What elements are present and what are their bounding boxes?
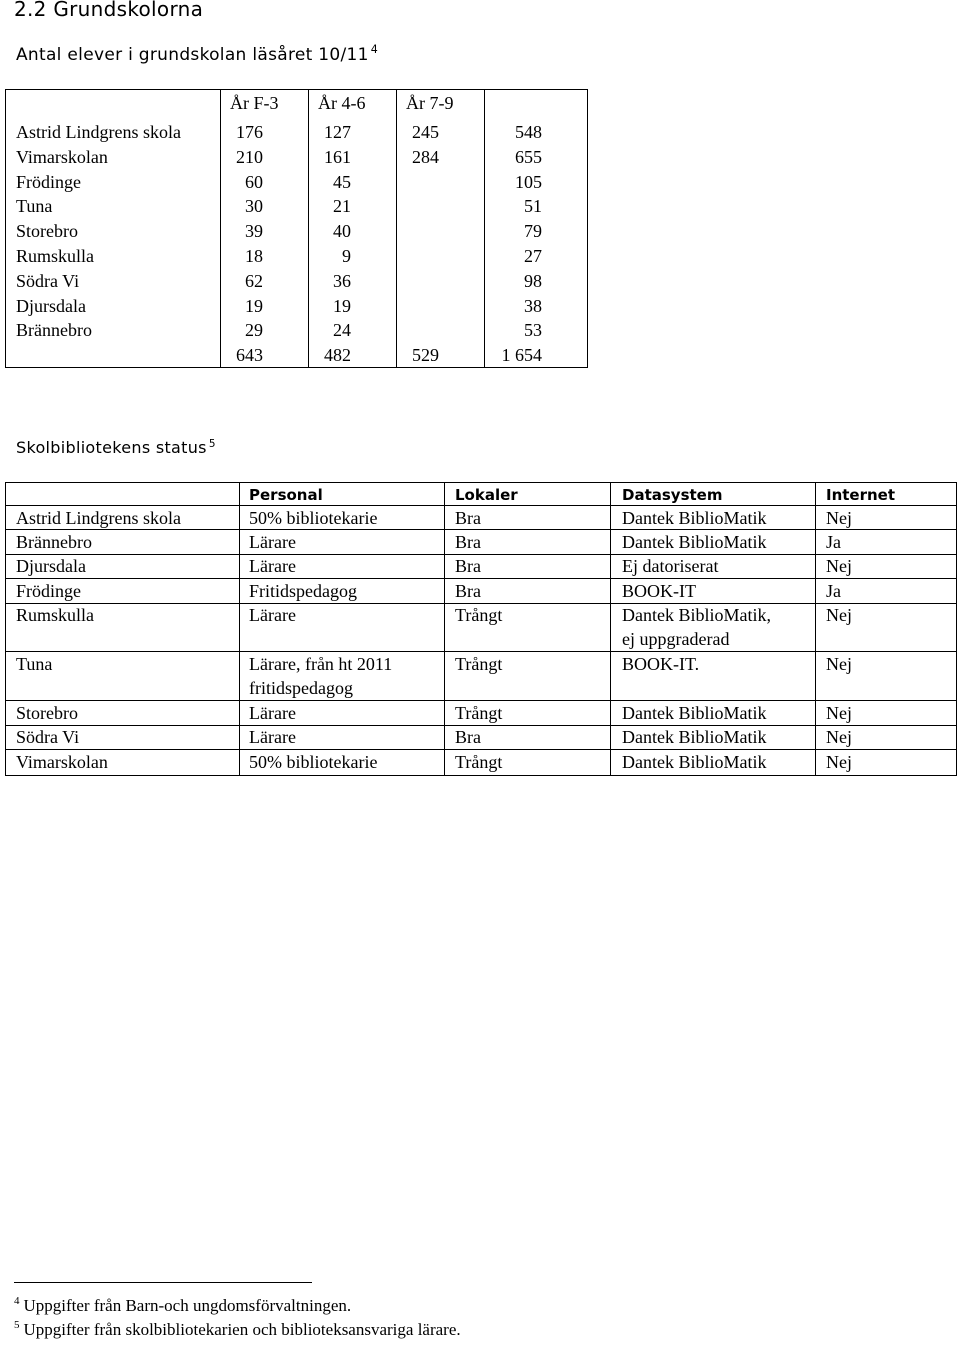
school-name: Södra Vi: [16, 270, 80, 291]
table1-cell-total: 105: [515, 171, 542, 192]
table1-cell-y46: 161: [324, 146, 351, 167]
school-name: Tuna: [16, 653, 53, 674]
table2-cell-personal: [249, 701, 296, 725]
table2-cell-personal: [249, 725, 296, 749]
school-name: Astrid Lindgrens skola: [16, 507, 181, 528]
table2-row: [6, 579, 956, 603]
table2-header-personal: Personal: [249, 486, 323, 504]
table1-caption-text: Antal elever i grundskolan läsåret 10/11: [16, 45, 369, 65]
datasystem-line: Dantek BiblioMatik: [622, 531, 767, 552]
table1-cell-total: 38: [524, 295, 542, 316]
school-name: Storebro: [16, 702, 78, 723]
table1-cell-f3: 18: [245, 246, 263, 266]
table1-row: [6, 318, 587, 343]
table1-cell-total: 51: [524, 196, 542, 217]
personal-line: 50% bibliotekarie: [249, 751, 378, 772]
school-name: Vimarskolan: [16, 751, 108, 772]
table2-cell-datasystem: [622, 652, 699, 676]
table1-cell-f3: 60: [245, 171, 263, 192]
table1-cell-total: 1 654: [501, 345, 542, 366]
table1-row: [6, 120, 587, 145]
table1-row: [6, 294, 587, 319]
school-name: Brännebro: [16, 531, 92, 552]
table2-cell-internet: Nej: [826, 702, 852, 723]
table2-cell-datasystem: [622, 554, 718, 578]
personal-line: Lärare, från ht 2011: [249, 653, 393, 674]
student-count-table: [5, 89, 588, 368]
table2-cell-lokaler: Trångt: [455, 653, 503, 674]
table1-header-cell: År 4-6: [318, 93, 366, 113]
school-name: Rumskulla: [16, 605, 95, 626]
footnote-ref-4: 4: [370, 43, 379, 57]
table2-cell-lokaler: Bra: [455, 580, 481, 601]
table2-cell-datasystem: [622, 725, 766, 749]
school-name: Vimarskolan: [16, 146, 108, 167]
table2-cell-lokaler: Bra: [455, 727, 481, 748]
table1-header-cell: År F-3: [230, 93, 279, 113]
table1-cell-y46: 9: [342, 246, 351, 266]
table1-cell-y46: 127: [324, 122, 351, 142]
table2-cell-datasystem: [622, 530, 766, 554]
table2-cell-datasystem: [622, 750, 766, 774]
school-name: Rumskulla: [16, 246, 95, 266]
school-name: Astrid Lindgrens skola: [16, 122, 181, 142]
table1-row: [6, 145, 587, 170]
table2-caption-text: Skolbibliotekens status: [16, 438, 207, 457]
datasystem-line: ej uppgraderad: [622, 629, 730, 650]
section-heading: 2.2 Grundskolorna: [14, 0, 204, 21]
footnote-4-marker: 4: [14, 1295, 20, 1307]
library-status-table: [5, 482, 957, 776]
personal-line: fritidspedagog: [249, 677, 353, 698]
table2-cell-internet: Nej: [826, 556, 852, 577]
table2-cell-internet: Nej: [826, 507, 852, 528]
personal-line: Lärare: [249, 531, 296, 552]
table1-cell-y79: 529: [412, 345, 439, 366]
table1-cell-y46: 36: [333, 270, 351, 291]
table2-header-datasystem: Datasystem: [622, 486, 723, 504]
table1-cell-total: 53: [524, 320, 542, 341]
table1-cell-y46: 24: [333, 320, 351, 341]
personal-line: 50% bibliotekarie: [249, 507, 378, 528]
datasystem-line: BOOK-IT.: [622, 653, 700, 674]
table1-cell-f3: 30: [245, 196, 263, 217]
personal-line: Fritidspedagog: [249, 580, 357, 601]
table2-cell-datasystem: [622, 603, 771, 651]
table2-header-lokaler: Lokaler: [455, 486, 518, 504]
table1-cell-y46: 45: [333, 171, 351, 192]
personal-line: Lärare: [249, 727, 296, 748]
school-name: Södra Vi: [16, 727, 80, 748]
table2-row: [6, 603, 956, 652]
school-name: Storebro: [16, 221, 78, 242]
table2-header-internet: Internet: [826, 486, 896, 504]
footnote-separator: [14, 1282, 312, 1283]
table1-cell-y46: 21: [333, 196, 351, 217]
table1-header-row: [6, 91, 587, 116]
datasystem-line: Dantek BiblioMatik: [622, 751, 767, 772]
footnote-ref-5: 5: [208, 437, 216, 450]
table1-row: [6, 269, 587, 294]
table2-row: [6, 701, 956, 725]
table1-caption: [16, 45, 378, 65]
table2-cell-datasystem: [622, 506, 766, 530]
datasystem-line: Dantek BiblioMatik: [622, 727, 767, 748]
table2-cell-personal: [249, 554, 296, 578]
table2-cell-datasystem: [622, 579, 696, 603]
school-name: Tuna: [16, 196, 53, 217]
table2-cell-internet: Nej: [826, 653, 852, 674]
school-name: Frödinge: [16, 171, 81, 192]
table1-cell-total: 548: [515, 122, 542, 142]
table1-cell-total: 98: [524, 270, 542, 291]
table1-cell-f3: 62: [245, 270, 263, 291]
footnote-4-text: Uppgifter från Barn-och ungdomsförvaltningen.: [23, 1296, 352, 1315]
table2-row: [6, 652, 956, 701]
table1-row: [6, 219, 587, 244]
table2-cell-internet: Ja: [826, 531, 841, 552]
table2-cell-lokaler: Bra: [455, 556, 481, 577]
table1-cell-y46: 19: [333, 295, 351, 316]
school-name: Djursdala: [16, 295, 86, 316]
table1-cell-y79: 245: [412, 122, 439, 142]
datasystem-line: Dantek BiblioMatik: [622, 702, 767, 723]
table2-row: [6, 725, 956, 749]
datasystem-line: Dantek BiblioMatik: [622, 507, 767, 528]
table1-cell-f3: 19: [245, 295, 263, 316]
personal-line: Lärare: [249, 605, 296, 626]
table2-cell-lokaler: Trångt: [455, 751, 503, 772]
personal-line: Lärare: [249, 702, 296, 723]
footnote-5-text: Uppgifter från skolbibliotekarien och biblioteksansvariga lärare.: [23, 1320, 461, 1339]
table2-cell-internet: Nej: [826, 605, 852, 626]
table1-cell-total: 79: [524, 221, 542, 242]
table2-cell-personal: [249, 750, 377, 774]
table2-cell-internet: Ja: [826, 580, 841, 601]
table2-row: [6, 750, 956, 774]
table2-cell-lokaler: Bra: [455, 507, 481, 528]
table2-cell-lokaler: Bra: [455, 531, 481, 552]
footnote-5: [14, 1320, 461, 1340]
table2-cell-personal: [249, 652, 392, 700]
table2-caption: [16, 438, 216, 457]
table1-cell-total: 655: [515, 146, 542, 167]
table1-cell-f3: 39: [245, 221, 263, 242]
school-name: Djursdala: [16, 556, 86, 577]
datasystem-line: Dantek BiblioMatik,: [622, 605, 771, 626]
table2-cell-lokaler: Trångt: [455, 702, 503, 723]
table1-header-cell: År 7-9: [406, 93, 454, 113]
table2-cell-personal: [249, 506, 377, 530]
datasystem-line: BOOK-IT: [622, 580, 696, 601]
footnote-4: [14, 1296, 351, 1316]
school-name: Frödinge: [16, 580, 81, 601]
table1-cell-f3: 210: [236, 146, 263, 167]
personal-line: Lärare: [249, 556, 296, 577]
table2-cell-personal: [249, 530, 296, 554]
datasystem-line: Ej datoriserat: [622, 556, 719, 577]
table2-row: [6, 554, 956, 578]
table2-cell-internet: Nej: [826, 751, 852, 772]
table1-cell-y46: 40: [333, 221, 351, 242]
table2-cell-internet: Nej: [826, 727, 852, 748]
table2-cell-personal: [249, 603, 296, 627]
table1-row: [6, 194, 587, 219]
table2-cell-personal: [249, 579, 357, 603]
table2-row: [6, 506, 956, 530]
footnote-5-marker: 5: [14, 1319, 20, 1331]
table2-row: [6, 530, 956, 554]
school-name: Brännebro: [16, 320, 92, 341]
table1-totals-row: [6, 343, 587, 368]
table1-cell-f3: 29: [245, 320, 263, 341]
table2-cell-datasystem: [622, 701, 766, 725]
table1-row: [6, 244, 587, 269]
table1-cell-y79: 284: [412, 146, 439, 167]
table1-cell-y46: 482: [324, 345, 351, 366]
table1-cell-total: 27: [524, 246, 542, 266]
table1-cell-f3: 643: [236, 345, 263, 366]
table2-cell-lokaler: Trångt: [455, 605, 503, 626]
table1-cell-f3: 176: [236, 122, 263, 142]
table1-row: [6, 170, 587, 195]
